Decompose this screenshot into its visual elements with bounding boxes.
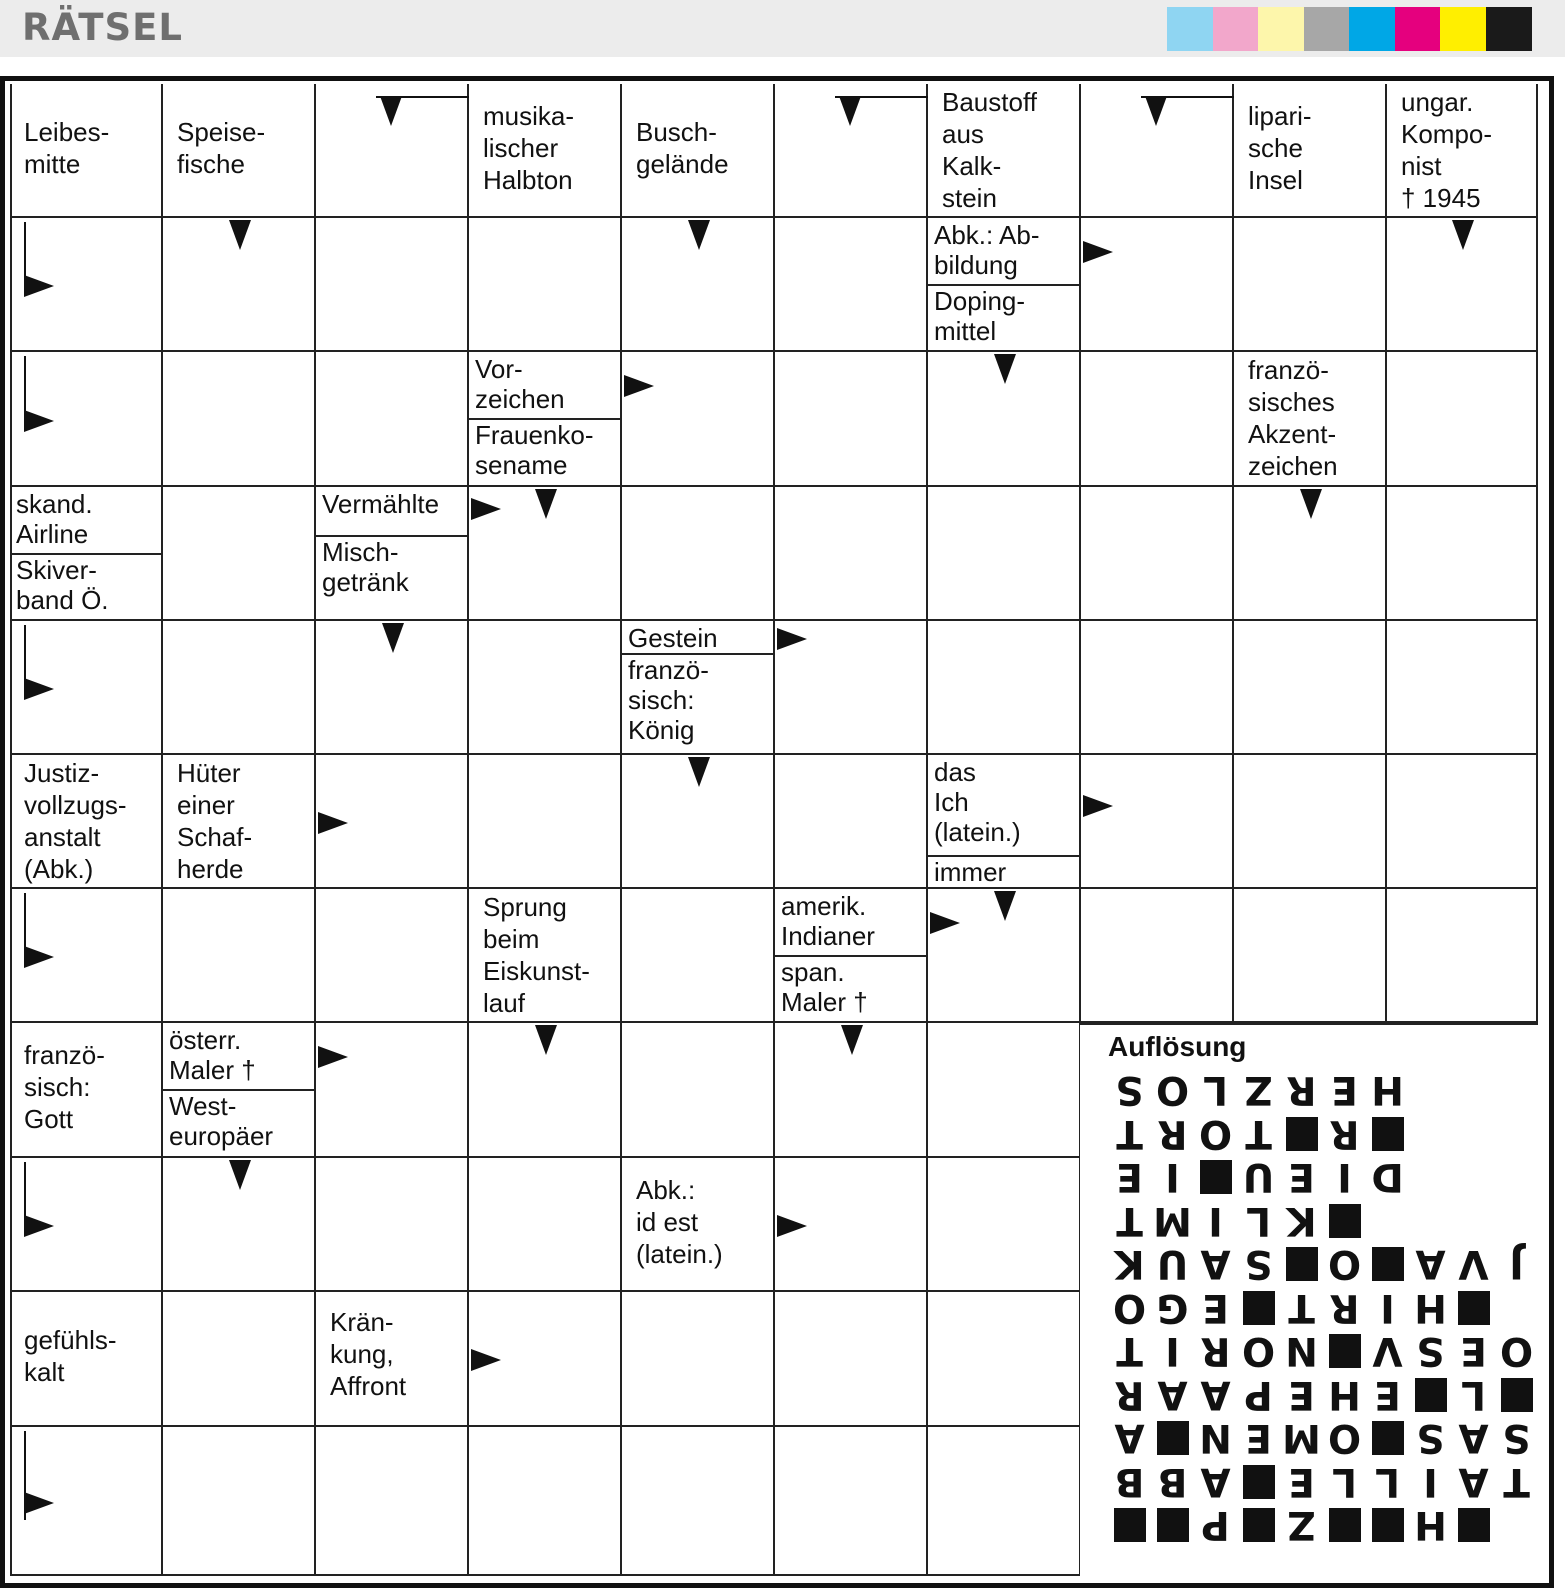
- solution-letter: T: [1116, 1197, 1143, 1243]
- solution-block: [1329, 1508, 1361, 1542]
- grid-cell[interactable]: [775, 487, 928, 621]
- solution-letter: H: [1414, 1502, 1447, 1547]
- solution-letter: S: [1416, 1415, 1445, 1460]
- arrow-right-icon: [471, 498, 501, 520]
- solution-row: [1108, 1328, 1538, 1373]
- clue-leibesmitte: Leibes- mitte: [24, 117, 110, 179]
- arrow-down-icon: [1145, 96, 1167, 126]
- clue-jva: Justiz- vollzugs- anstalt (Abk.): [24, 758, 127, 884]
- solution-letter: O: [1499, 1328, 1534, 1373]
- arrow-down-icon: [839, 96, 861, 126]
- solution-row: [1108, 1067, 1538, 1112]
- solution-letter: E: [1460, 1328, 1487, 1373]
- grid-cell[interactable]: [928, 621, 1081, 755]
- grid-cell[interactable]: [1387, 487, 1538, 621]
- solution-letter: K: [1114, 1241, 1145, 1286]
- clue-das-ich: das Ich (latein.): [934, 757, 1021, 847]
- arrow-down-icon: [841, 1025, 863, 1055]
- clue-musikalischer-halbton: musika- lischer Halbton: [483, 101, 575, 195]
- grid-cell[interactable]: [163, 1292, 316, 1427]
- solution-row: [1108, 1371, 1538, 1417]
- grid-cell[interactable]: [622, 487, 775, 621]
- solution-letter: J: [1509, 1241, 1524, 1286]
- clue-westeuropaeer: West- europäer: [169, 1091, 274, 1151]
- grid-cell[interactable]: [1081, 487, 1234, 621]
- solution-letter: U: [1242, 1154, 1275, 1199]
- grid-cell[interactable]: [469, 1427, 622, 1576]
- solution-block: [1157, 1421, 1189, 1455]
- grid-cell[interactable]: [316, 1427, 469, 1576]
- arrow-right-icon: [24, 678, 54, 700]
- grid-cell[interactable]: [622, 1427, 775, 1576]
- clue-liparische-insel: lipari- sche Insel: [1248, 101, 1312, 195]
- arrow-down-icon: [688, 220, 710, 250]
- clue-oesterr-maler: österr. Maler †: [169, 1025, 256, 1085]
- solution-letter: E: [1331, 1067, 1358, 1112]
- grid-cell[interactable]: [928, 1158, 1081, 1292]
- solution-letter: R: [1329, 1110, 1360, 1156]
- solution-block: [1372, 1508, 1404, 1542]
- solution-letter: L: [1461, 1371, 1486, 1417]
- arrow-right-icon: [471, 1349, 501, 1371]
- solution-letter: E: [1116, 1154, 1143, 1199]
- grid-cell[interactable]: [622, 1023, 775, 1158]
- solution-letter: A: [1458, 1458, 1489, 1504]
- arrow-down-icon: [535, 489, 557, 519]
- grid-cell[interactable]: [1081, 621, 1234, 755]
- grid-cell[interactable]: [1387, 755, 1538, 889]
- grid-cell[interactable]: [1081, 755, 1234, 889]
- solution-block: [1200, 1160, 1232, 1194]
- color-swatch: [1213, 7, 1259, 51]
- solution-letter: Z: [1244, 1067, 1273, 1112]
- solution-letter: A: [1114, 1415, 1145, 1460]
- grid-cell[interactable]: [928, 487, 1081, 621]
- solution-letter: L: [1332, 1458, 1357, 1504]
- solution-letter: L: [1246, 1197, 1271, 1243]
- arrow-down-icon: [229, 1160, 251, 1190]
- solution-block: [1286, 1117, 1318, 1151]
- solution-letter: S: [1416, 1328, 1445, 1373]
- solution-block: [1415, 1378, 1447, 1412]
- grid-cell[interactable]: [163, 352, 316, 487]
- clue-sprung: Sprung beim Eiskunst- lauf: [483, 892, 590, 1018]
- arrow-down-icon: [382, 623, 404, 653]
- clue-amerik-indianer: amerik. Indianer: [781, 891, 875, 951]
- solution-letter: M: [1153, 1197, 1192, 1243]
- arrow-right-icon: [24, 1215, 54, 1237]
- solution-block: [1372, 1421, 1404, 1455]
- grid-cell[interactable]: [775, 755, 928, 889]
- solution-letter: S: [1244, 1241, 1273, 1286]
- solution-letter: B: [1114, 1458, 1145, 1504]
- solution-row: [1108, 1458, 1538, 1504]
- solution-letter: T: [1503, 1458, 1530, 1504]
- solution-letter: P: [1244, 1371, 1273, 1417]
- solution-letter: R: [1157, 1110, 1188, 1156]
- grid-cell[interactable]: [622, 352, 775, 487]
- solution-letter: O: [1327, 1415, 1362, 1460]
- page-title: RÄTSEL: [22, 6, 183, 49]
- color-swatch: [1167, 7, 1213, 51]
- solution-letter: S: [1115, 1067, 1144, 1112]
- solution-letter: V: [1372, 1328, 1403, 1373]
- clue-franz-koenig: franzö- sisch: König: [628, 655, 709, 745]
- clue-vermaehlte: Vermählte: [322, 489, 440, 519]
- arrow-right-icon: [24, 410, 54, 432]
- solution-letter: I: [1165, 1154, 1180, 1199]
- arrow-right-icon: [1083, 241, 1113, 263]
- solution-letter: E: [1288, 1371, 1315, 1417]
- grid-cell[interactable]: [1387, 889, 1538, 1023]
- solution-block: [1458, 1508, 1490, 1542]
- arrow-right-icon: [777, 628, 807, 650]
- solution-block: [1114, 1508, 1146, 1542]
- clue-frauenkosename: Frauenko- sename: [475, 420, 594, 480]
- solution-letter: R: [1329, 1284, 1360, 1330]
- solution-block: [1243, 1291, 1275, 1325]
- solution-letter: V: [1458, 1241, 1489, 1286]
- arrow-right-icon: [24, 946, 54, 968]
- grid-cell[interactable]: [928, 1023, 1081, 1158]
- clue-franz-gott: franzö- sisch: Gott: [24, 1040, 105, 1134]
- solution-letter: H: [1328, 1371, 1361, 1417]
- solution-letter: G: [1156, 1284, 1189, 1330]
- solution-letter: N: [1199, 1415, 1232, 1460]
- solution-letter: S: [1502, 1415, 1531, 1460]
- solution-letter: H: [1414, 1284, 1447, 1330]
- clue-mischgetraenk: Misch- getränk: [322, 537, 409, 597]
- grid-cell[interactable]: [1081, 352, 1234, 487]
- grid-cell[interactable]: [163, 621, 316, 755]
- solution-letter: K: [1286, 1197, 1317, 1243]
- solution-letter: O: [1241, 1328, 1276, 1373]
- solution-panel: [1080, 1025, 1542, 1576]
- solution-block: [1501, 1378, 1533, 1412]
- clue-gestein: Gestein: [628, 623, 718, 653]
- solution-letter: L: [1375, 1458, 1400, 1504]
- grid-cell[interactable]: [1387, 352, 1538, 487]
- solution-letter: A: [1415, 1241, 1446, 1286]
- solution-block: [1243, 1465, 1275, 1499]
- clue-vorzeichen: Vor- zeichen: [475, 354, 565, 414]
- grid-cell[interactable]: [1234, 755, 1387, 889]
- solution-letter: A: [1458, 1415, 1489, 1460]
- solution-letter: O: [1112, 1284, 1147, 1330]
- solution-letter: E: [1374, 1371, 1401, 1417]
- solution-letter: O: [1327, 1241, 1362, 1286]
- solution-letter: I: [1380, 1284, 1395, 1330]
- solution-letter: A: [1157, 1371, 1188, 1417]
- solution-block: [1243, 1508, 1275, 1542]
- solution-letter: M: [1282, 1415, 1321, 1460]
- grid-cell[interactable]: [163, 1427, 316, 1576]
- solution-block: [1329, 1334, 1361, 1368]
- grid-cell[interactable]: [928, 1427, 1081, 1576]
- arrow-right-icon: [318, 812, 348, 834]
- clue-hueter: Hüter einer Schaf- herde: [177, 758, 253, 884]
- grid-cell[interactable]: [163, 889, 316, 1023]
- arrow-down-icon: [535, 1025, 557, 1055]
- clue-ungar-komponist: ungar. Kompo- nist † 1945: [1401, 87, 1493, 213]
- arrow-right-icon: [1083, 795, 1113, 817]
- clue-span-maler: span. Maler †: [781, 957, 868, 1017]
- solution-letter: T: [1245, 1110, 1272, 1156]
- solution-letter: B: [1157, 1458, 1188, 1504]
- solution-row: [1108, 1197, 1538, 1243]
- clue-skiverband: Skiver- band Ö.: [16, 555, 109, 615]
- grid-cell[interactable]: [163, 487, 316, 621]
- clue-gefuehlskalt: gefühls- kalt: [24, 1325, 117, 1387]
- arrow-right-icon: [318, 1046, 348, 1068]
- solution-letter: I: [1337, 1154, 1352, 1199]
- solution-letter: T: [1116, 1110, 1143, 1156]
- clue-kraenkung: Krän- kung, Affront: [330, 1307, 407, 1401]
- solution-letter: A: [1200, 1458, 1231, 1504]
- solution-letter: E: [1288, 1154, 1315, 1199]
- arrow-down-icon: [1300, 489, 1322, 519]
- grid-cell[interactable]: [316, 218, 469, 352]
- arrow-down-icon: [380, 96, 402, 126]
- grid-cell[interactable]: [1081, 889, 1234, 1023]
- solution-block: [1329, 1204, 1361, 1238]
- solution-letter: T: [1288, 1284, 1315, 1330]
- grid-cell[interactable]: [316, 1158, 469, 1292]
- solution-letter: T: [1116, 1328, 1143, 1373]
- solution-letter: N: [1285, 1328, 1318, 1373]
- solution-letter: O: [1155, 1067, 1190, 1112]
- solution-letter: Z: [1287, 1502, 1316, 1547]
- clue-franz-akzent: franzö- sisches Akzent- zeichen: [1248, 355, 1338, 481]
- color-swatch: [1349, 7, 1395, 51]
- grid-cell[interactable]: [469, 621, 622, 755]
- solution-letter: R: [1286, 1067, 1317, 1112]
- grid-cell[interactable]: [775, 218, 928, 352]
- solution-block: [1286, 1247, 1318, 1281]
- clue-baustoff: Baustoff aus Kalk- stein: [942, 87, 1037, 213]
- color-swatch: [1304, 7, 1350, 51]
- solution-letter: I: [1423, 1458, 1438, 1504]
- arrow-down-icon: [994, 891, 1016, 921]
- grid-cell[interactable]: [775, 352, 928, 487]
- solution-letter: L: [1203, 1067, 1228, 1112]
- solution-letter: I: [1208, 1197, 1223, 1243]
- solution-letter: R: [1200, 1328, 1231, 1373]
- solution-block: [1157, 1508, 1189, 1542]
- grid-cell[interactable]: [622, 889, 775, 1023]
- solution-row: [1108, 1241, 1538, 1286]
- solution-letter: R: [1114, 1371, 1145, 1417]
- clue-speisefische: Speise- fische: [177, 117, 266, 179]
- solution-row: [1108, 1284, 1538, 1330]
- arrow-down-icon: [1452, 220, 1474, 250]
- grid-cell[interactable]: [775, 1427, 928, 1576]
- solution-letter: E: [1202, 1284, 1229, 1330]
- solution-letter: A: [1200, 1371, 1231, 1417]
- arrow-down-icon: [688, 757, 710, 787]
- solution-block: [1372, 1247, 1404, 1281]
- grid-cell[interactable]: [316, 352, 469, 487]
- solution-letter: P: [1201, 1502, 1230, 1547]
- solution-row: [1108, 1154, 1538, 1199]
- grid-cell[interactable]: [622, 1292, 775, 1427]
- grid-cell[interactable]: [469, 218, 622, 352]
- arrow-down-icon: [994, 354, 1016, 384]
- solution-letter: H: [1371, 1067, 1404, 1112]
- color-swatch: [1395, 7, 1441, 51]
- grid-cell[interactable]: [316, 1023, 469, 1158]
- arrow-right-icon: [24, 1492, 54, 1514]
- arrow-right-icon: [930, 912, 960, 934]
- color-swatch: [1486, 7, 1532, 51]
- solution-letter: A: [1200, 1241, 1231, 1286]
- color-swatch: [1440, 7, 1486, 51]
- solution-letter: E: [1245, 1415, 1272, 1460]
- arrow-down-icon: [229, 220, 251, 250]
- solution-letter: I: [1165, 1328, 1180, 1373]
- arrow-right-icon: [24, 275, 54, 297]
- grid-cell[interactable]: [316, 889, 469, 1023]
- clue-skand-airline: skand. Airline: [16, 489, 93, 549]
- solution-row: [1108, 1110, 1538, 1156]
- grid-cell[interactable]: [928, 1292, 1081, 1427]
- clue-abk-id-est: Abk.: id est (latein.): [636, 1175, 723, 1269]
- clue-buschgelaende: Busch- gelände: [636, 117, 729, 179]
- arrow-right-icon: [624, 375, 654, 397]
- solution-letter: E: [1288, 1458, 1315, 1504]
- color-swatch: [1258, 7, 1304, 51]
- grid-cell[interactable]: [469, 755, 622, 889]
- grid-cell[interactable]: [1387, 621, 1538, 755]
- header-bar: [0, 0, 1565, 57]
- clue-dopingmittel: Doping- mittel: [934, 286, 1026, 346]
- clue-immer: immer: [934, 857, 1007, 887]
- solution-letter: D: [1371, 1154, 1404, 1199]
- grid-cell[interactable]: [1234, 218, 1387, 352]
- grid-cell[interactable]: [775, 1292, 928, 1427]
- solution-letter: O: [1198, 1110, 1233, 1156]
- arrow-right-icon: [777, 1215, 807, 1237]
- grid-cell[interactable]: [1234, 889, 1387, 1023]
- solution-row: [1108, 1415, 1538, 1460]
- solution-letter: U: [1156, 1241, 1189, 1286]
- solution-row: [1108, 1502, 1538, 1547]
- solution-block: [1458, 1291, 1490, 1325]
- grid-cell[interactable]: [1081, 218, 1234, 352]
- clue-abk-abbildung: Abk.: Ab- bildung: [934, 220, 1040, 280]
- grid-cell[interactable]: [1234, 621, 1387, 755]
- solution-title: Auflösung: [1108, 1031, 1247, 1062]
- solution-block: [1372, 1117, 1404, 1151]
- grid-cell[interactable]: [469, 1158, 622, 1292]
